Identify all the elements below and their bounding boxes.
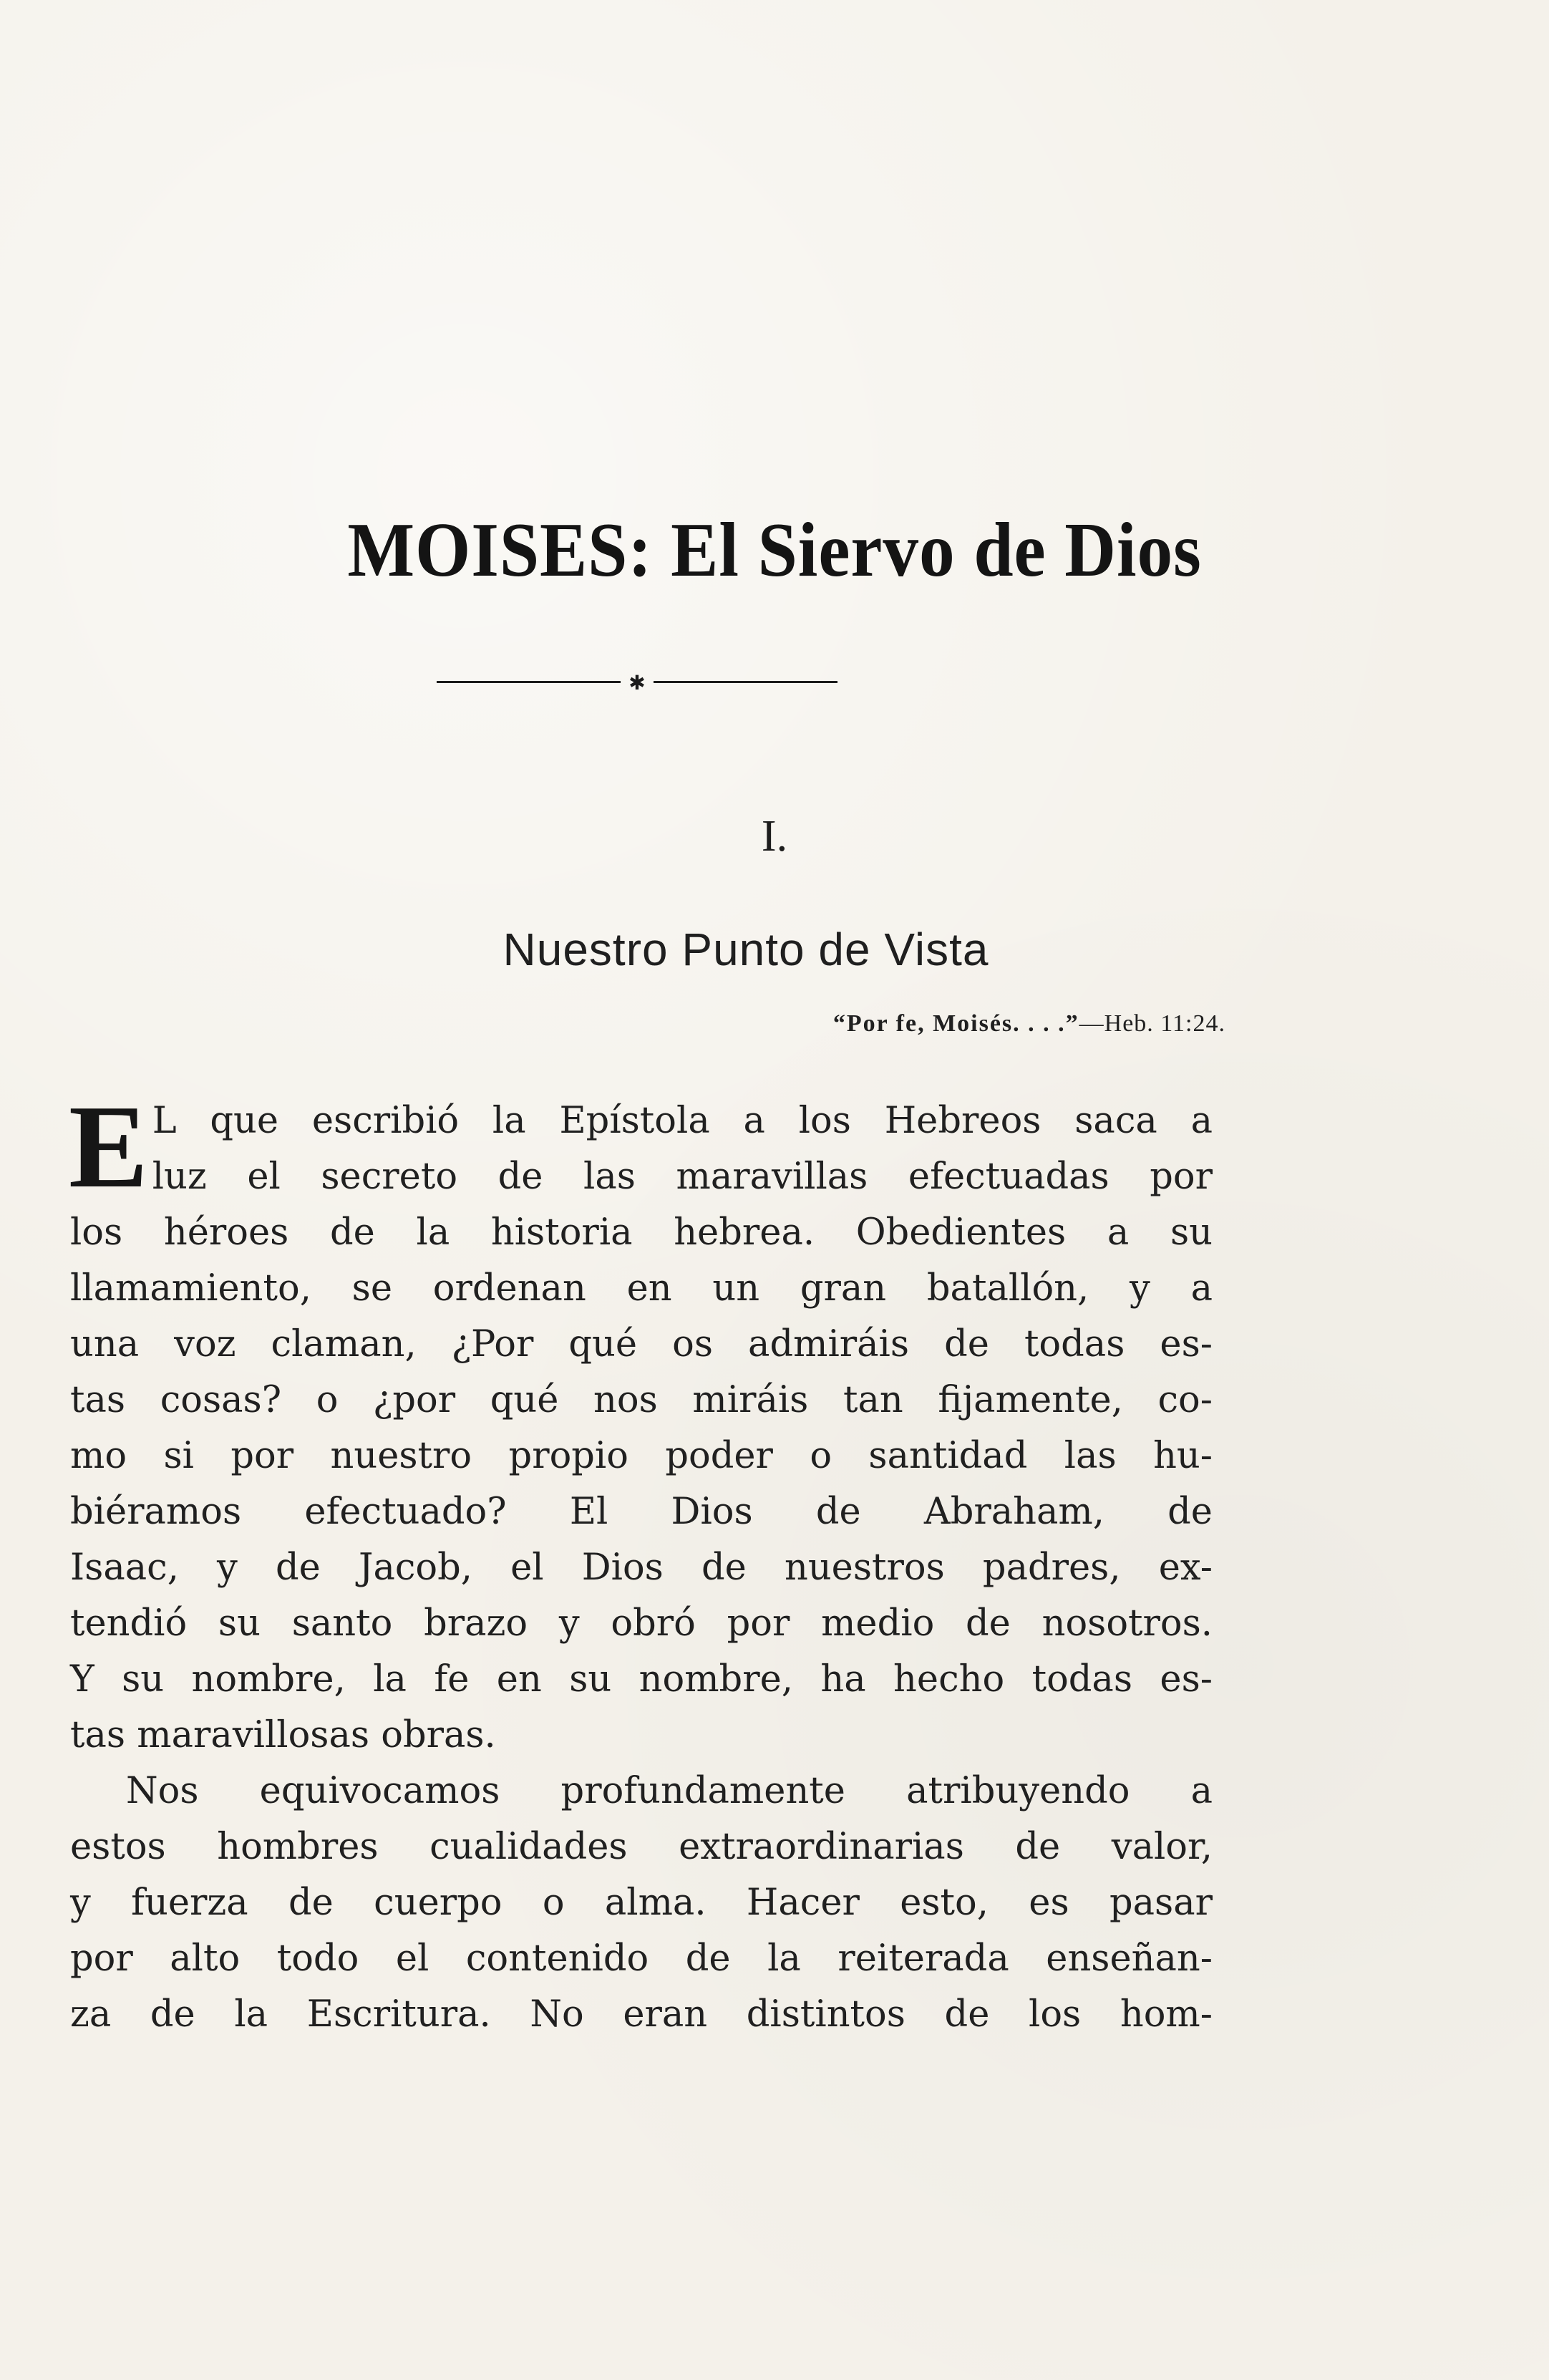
text-line: tas maravillosas obras. [70,1714,496,1756]
text-line: por alto todo el contenido de la reiterada enseñan- [70,1938,1213,1980]
asterism-icon: ✱ [628,671,646,695]
text-line: L que escribió la Epístola a los Hebreos saca a [152,1100,1213,1142]
text-line: biéramos efectuado? El Dios de Abraham, de [70,1491,1213,1533]
paragraph-2 [70,1764,1213,2043]
text-line: los héroes de la historia hebrea. Obedientes a su [70,1211,1213,1254]
text-line: za de la Escritura. No eran distintos de los hom- [70,1993,1213,2036]
text-line: estos hombres cualidades extraordinarias de valor, [70,1826,1213,1868]
text-line: mo si por nuestro propio poder o santidad las hu- [70,1435,1213,1477]
dropcap-letter: E [69,1080,148,1212]
section-subtitle: Nuestro Punto de Vista [502,924,989,975]
section-number: I. [761,812,788,861]
epigraph [833,1012,1225,1036]
text-line: una voz claman, ¿Por qué os admiráis de todas es- [70,1323,1213,1365]
epigraph-reference: —Heb. 11:24. [1079,1010,1225,1037]
body-text [69,1080,1213,2043]
epigraph-quote: “Por fe, Moisés. . . .” [832,1010,1079,1037]
text-line: Isaac, y de Jacob, el Dios de nuestros padres, ex- [70,1547,1213,1589]
text-line: Nos equivocamos profundamente atribuyendo a [126,1770,1213,1812]
text-line: luz el secreto de las maravillas efectuadas por [152,1156,1213,1198]
text-line: tas cosas? o ¿por qué nos miráis tan fijamente, co- [70,1379,1213,1421]
text-line: Y su nombre, la fe en su nombre, ha hecho todas es- [70,1658,1213,1701]
title-ornament [437,671,837,695]
text-line: tendió su santo brazo y obró por medio de nosotros. [70,1602,1213,1645]
text-line: y fuerza de cuerpo o alma. Hacer esto, es pasar [70,1882,1213,1924]
ornament-right-rule [654,681,837,683]
chapter-title: MOISES: El Siervo de Dios [347,508,1202,593]
ornament-left-rule [437,681,621,683]
text-line: llamamiento, se ordenan en un gran batallón, y a [70,1267,1213,1310]
paragraph-1 [69,1080,1213,1764]
